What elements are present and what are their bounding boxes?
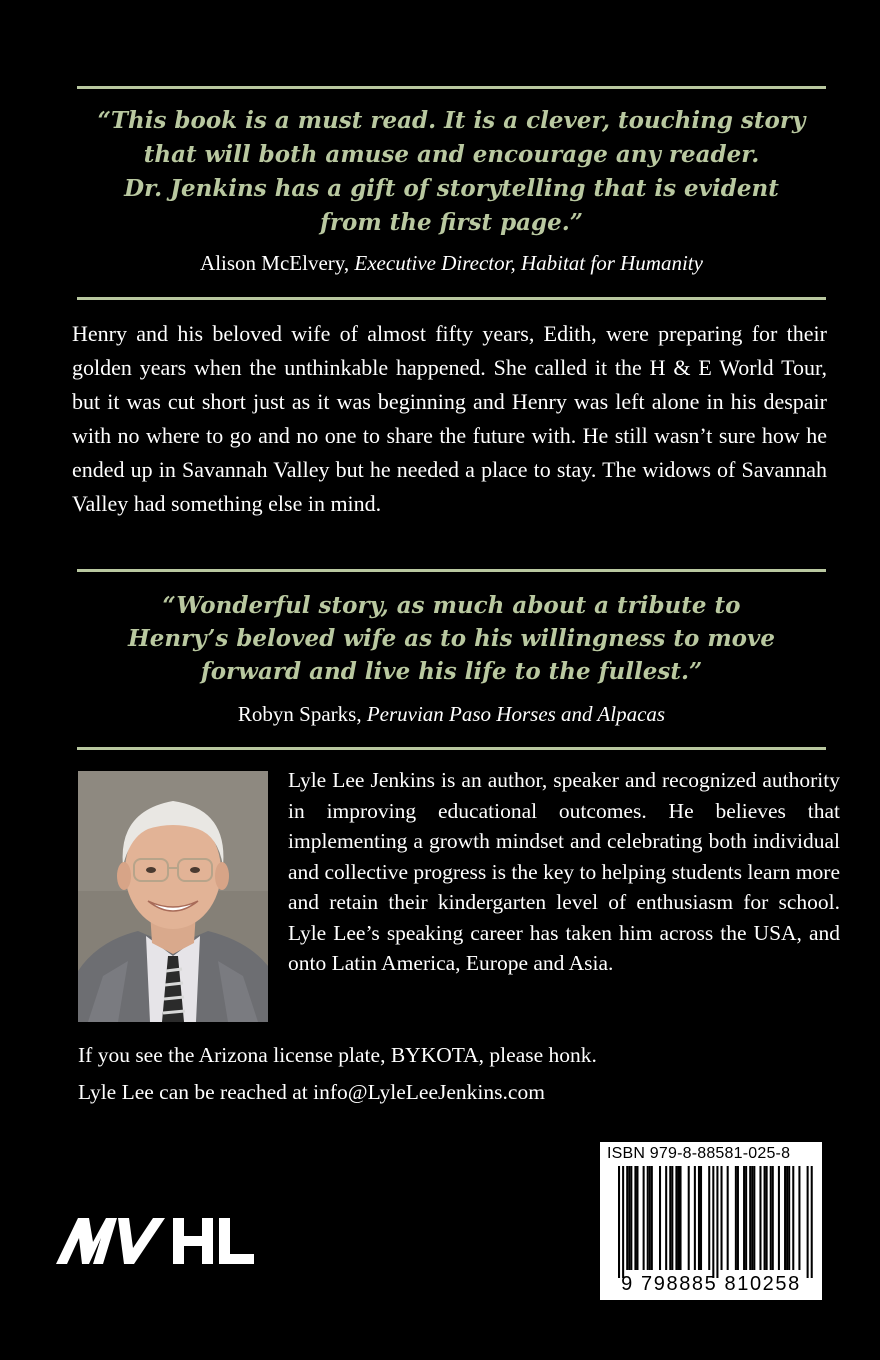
barcode-bar bbox=[700, 1166, 702, 1270]
quote-top-author: Alison McElvery, bbox=[200, 251, 350, 275]
quote-bottom-line: forward and live his life to the fullest.” bbox=[200, 658, 703, 685]
quote-bottom-affiliation: Peruvian Paso Horses and Alpacas bbox=[366, 702, 666, 726]
barcode-bar bbox=[716, 1166, 718, 1278]
divider bbox=[77, 569, 826, 572]
barcode-bar bbox=[735, 1166, 737, 1270]
barcode-bar bbox=[677, 1166, 679, 1270]
barcode-bar bbox=[784, 1166, 786, 1270]
quote-bottom-author: Robyn Sparks, bbox=[237, 702, 362, 726]
barcode-bar bbox=[811, 1166, 813, 1278]
barcode-bar bbox=[649, 1166, 651, 1270]
barcode-bar bbox=[698, 1166, 700, 1270]
barcode-bar bbox=[770, 1166, 772, 1270]
isbn-barcode bbox=[600, 1142, 822, 1300]
author-photo bbox=[78, 771, 268, 1022]
barcode-bar bbox=[626, 1166, 628, 1270]
barcode-bar bbox=[671, 1166, 673, 1270]
barcode-bar bbox=[727, 1166, 729, 1270]
contact-line: Lyle Lee can be reached at info@LyleLeeJenkins.com bbox=[78, 1080, 545, 1104]
barcode-bar bbox=[737, 1166, 739, 1270]
barcode-bar bbox=[788, 1166, 790, 1270]
barcode-bar bbox=[659, 1166, 661, 1270]
barcode-bar bbox=[798, 1166, 800, 1270]
barcode-bar bbox=[630, 1166, 632, 1270]
barcode-bar bbox=[622, 1166, 624, 1278]
barcode-bar bbox=[766, 1166, 768, 1270]
barcode-bar bbox=[647, 1166, 649, 1270]
barcode-bar bbox=[643, 1166, 645, 1270]
barcode-bar bbox=[636, 1166, 638, 1270]
barcode-bar bbox=[628, 1166, 630, 1270]
barcode-bar bbox=[786, 1166, 788, 1270]
quote-top-affiliation: Executive Director, Habitat for Humanity bbox=[354, 251, 703, 275]
quote-top-line: from the first page.” bbox=[319, 209, 584, 236]
barcode-bar bbox=[694, 1166, 696, 1270]
barcode-bar bbox=[634, 1166, 636, 1270]
barcode-bar bbox=[688, 1166, 690, 1270]
barcode-bar bbox=[753, 1166, 755, 1270]
quote-top-line: “This book is a must read. It is a clever, touching story bbox=[97, 107, 806, 134]
barcode-bar bbox=[772, 1166, 774, 1270]
license-plate-note: If you see the Arizona license plate, BYKOTA, please honk. bbox=[78, 1043, 597, 1067]
quote-top-attribution bbox=[77, 249, 826, 277]
quote-bottom-line: “Wonderful story, as much about a tribute to bbox=[162, 592, 741, 619]
divider bbox=[77, 297, 826, 300]
quote-top-line: that will both amuse and encourage any reader. bbox=[143, 141, 760, 168]
barcode-bar bbox=[712, 1166, 714, 1278]
barcode-bar bbox=[792, 1166, 794, 1270]
publisher-logo bbox=[56, 1216, 256, 1266]
barcode-bar bbox=[764, 1166, 766, 1270]
author-portrait-illustration bbox=[78, 771, 268, 1022]
barcode-bar bbox=[759, 1166, 761, 1270]
barcode-bar bbox=[618, 1166, 620, 1278]
divider bbox=[77, 747, 826, 750]
barcode-bar bbox=[778, 1166, 780, 1270]
synopsis: Henry and his beloved wife of almost fifty years, Edith, were preparing for their golden years when the unthinkable happened. She called it the H & E World Tour, but it was cut short just as it was beginning and Henry was left alone in his despair with no where to go and no one to share the future with. He still wasn’t sure how he ended up in Savannah Valley but he needed a place to stay. The widows of Savannah Valley had something else in mind. bbox=[72, 321, 827, 516]
barcode-bar bbox=[669, 1166, 671, 1270]
top-divider bbox=[77, 86, 826, 89]
barcode-bar bbox=[708, 1166, 710, 1270]
barcode-bar bbox=[751, 1166, 753, 1270]
isbn-digits: 9 798885 810258 bbox=[621, 1273, 801, 1295]
author-bio: Lyle Lee Jenkins is an author, speaker and recognized authority in improving educational outcomes. He believes that implementing a growth mindset and celebrating both individual and collective progress is the key to helping students learn more and retain their kindergarten level of enthusiasm for school. Lyle Lee’s speaking career has taken him across the USA, and onto Latin America, Europe and Asia. bbox=[288, 768, 840, 975]
quote-top-line: Dr. Jenkins has a gift of storytelling that is evident bbox=[124, 175, 779, 202]
quote-bottom-line: Henry’s beloved wife as to his willingness to move bbox=[127, 625, 776, 652]
barcode-bar bbox=[745, 1166, 747, 1270]
barcode-bar bbox=[651, 1166, 653, 1270]
barcode-bar bbox=[675, 1166, 677, 1270]
isbn-label: ISBN 979-8-88581-025-8 bbox=[607, 1145, 791, 1162]
barcode-bar bbox=[749, 1166, 751, 1270]
barcode-bar bbox=[680, 1166, 682, 1270]
barcode-bar bbox=[721, 1166, 723, 1270]
barcode-bar bbox=[743, 1166, 745, 1270]
quote-bottom-attribution bbox=[77, 700, 826, 728]
barcode-bar bbox=[807, 1166, 809, 1278]
barcode-bar bbox=[665, 1166, 667, 1270]
